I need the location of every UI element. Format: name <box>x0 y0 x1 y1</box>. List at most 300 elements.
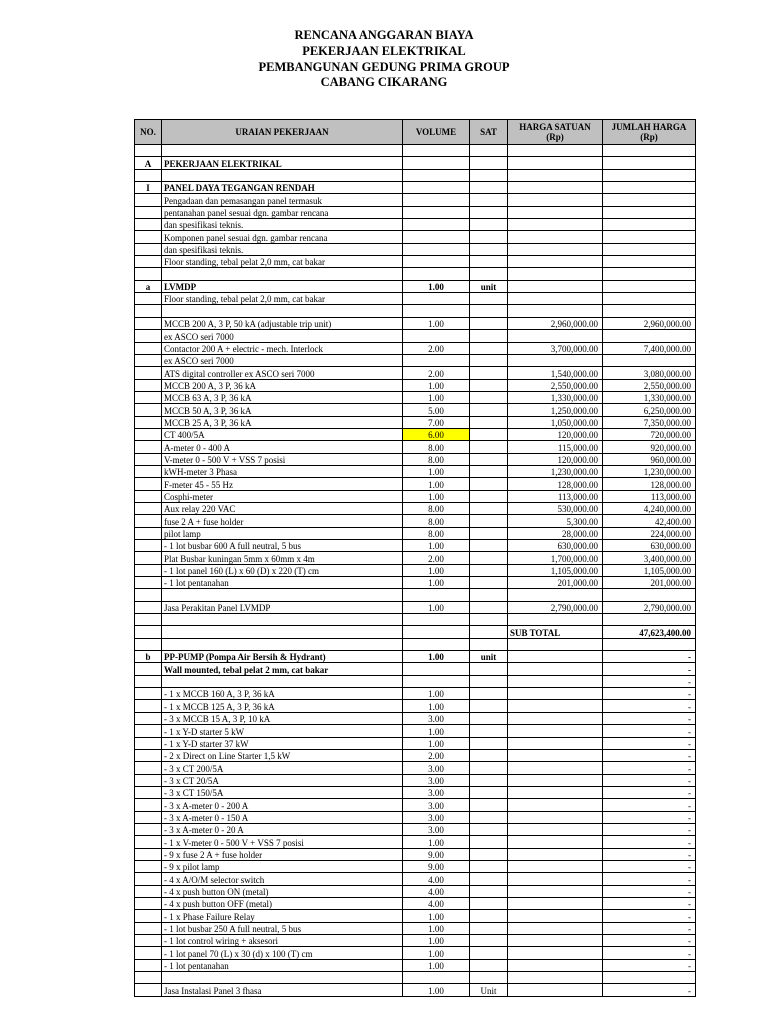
cell-description: - 4 x A/O/M selector switch <box>162 873 403 885</box>
cell-unit <box>470 848 508 860</box>
cell-total-price <box>603 206 696 218</box>
cell-unit <box>470 589 508 601</box>
table-row <box>135 367 696 379</box>
cell-no <box>135 922 162 934</box>
cell-unit <box>470 527 508 539</box>
cell-unit <box>470 182 508 194</box>
cell-description: - 1 x Phase Failure Relay <box>162 910 403 922</box>
cell-unit <box>470 552 508 564</box>
cell-unit-price: 1,540,000.00 <box>508 367 603 379</box>
budget-table <box>134 119 696 997</box>
cell-unit-price <box>508 860 603 872</box>
table-row <box>135 885 696 897</box>
cell-unit-price: 115,000.00 <box>508 441 603 453</box>
cell-total-price <box>603 219 696 231</box>
cell-volume: 8.00 <box>403 502 470 514</box>
cell-total-price <box>603 231 696 243</box>
cell-volume <box>403 305 470 317</box>
cell-total-price: 7,350,000.00 <box>603 416 696 428</box>
cell-volume: 1.00 <box>403 478 470 490</box>
cell-description: - 1 x MCCB 160 A, 3 P, 36 kA <box>162 688 403 700</box>
cell-total-price <box>603 157 696 169</box>
cell-unit-price: SUB TOTAL <box>508 626 603 638</box>
cell-volume: 3.00 <box>403 811 470 823</box>
cell-description <box>162 145 403 157</box>
cell-no <box>135 626 162 638</box>
cell-no <box>135 465 162 477</box>
cell-no <box>135 379 162 391</box>
cell-volume: 9.00 <box>403 860 470 872</box>
cell-unit-price <box>508 280 603 292</box>
table-row <box>135 860 696 872</box>
cell-unit <box>470 342 508 354</box>
cell-no <box>135 762 162 774</box>
cell-volume <box>403 675 470 687</box>
cell-unit <box>470 688 508 700</box>
table-row <box>135 614 696 626</box>
table-row <box>135 540 696 552</box>
cell-total-price <box>603 305 696 317</box>
cell-description: MCCB 200 A, 3 P, 36 kA <box>162 379 403 391</box>
table-row <box>135 663 696 675</box>
table-row <box>135 823 696 835</box>
cell-unit <box>470 157 508 169</box>
cell-no <box>135 601 162 613</box>
cell-volume: 1.00 <box>403 490 470 502</box>
cell-unit-price: 1,700,000.00 <box>508 552 603 564</box>
table-row <box>135 737 696 749</box>
table-row <box>135 725 696 737</box>
cell-description: PANEL DAYA TEGANGAN RENDAH <box>162 182 403 194</box>
cell-total-price: - <box>603 811 696 823</box>
table-row <box>135 490 696 502</box>
cell-total-price: - <box>603 823 696 835</box>
cell-unit <box>470 811 508 823</box>
cell-total-price: - <box>603 910 696 922</box>
cell-unit <box>470 354 508 366</box>
cell-volume: 7.00 <box>403 416 470 428</box>
cell-no <box>135 367 162 379</box>
cell-unit-price <box>508 885 603 897</box>
cell-total-price <box>603 638 696 650</box>
cell-description: - 9 x pilot lamp <box>162 860 403 872</box>
cell-unit <box>470 935 508 947</box>
cell-unit-price: 630,000.00 <box>508 540 603 552</box>
table-row <box>135 762 696 774</box>
cell-description: - 1 x Y-D starter 37 kW <box>162 737 403 749</box>
cell-unit <box>470 540 508 552</box>
cell-total-price: 4,240,000.00 <box>603 502 696 514</box>
cell-unit-price <box>508 786 603 798</box>
cell-no <box>135 342 162 354</box>
cell-no <box>135 959 162 971</box>
cell-unit <box>470 786 508 798</box>
table-row <box>135 675 696 687</box>
cell-description: Pengadaan dan pemasangan panel termasuk <box>162 194 403 206</box>
cell-no <box>135 614 162 626</box>
cell-unit-price <box>508 663 603 675</box>
cell-description <box>162 169 403 181</box>
table-row <box>135 712 696 724</box>
cell-description: A-meter 0 - 400 A <box>162 441 403 453</box>
cell-no <box>135 749 162 761</box>
cell-volume <box>403 972 470 984</box>
cell-volume: 3.00 <box>403 762 470 774</box>
cell-unit-price <box>508 762 603 774</box>
cell-volume: 1.00 <box>403 959 470 971</box>
cell-description: - 1 lot busbar 250 A full neutral, 5 bus <box>162 922 403 934</box>
cell-unit <box>470 725 508 737</box>
cell-total-price: - <box>603 897 696 909</box>
cell-unit <box>470 330 508 342</box>
cell-unit <box>470 305 508 317</box>
cell-volume: 3.00 <box>403 786 470 798</box>
cell-unit-price: 1,330,000.00 <box>508 391 603 403</box>
table-row <box>135 589 696 601</box>
cell-total-price <box>603 293 696 305</box>
cell-unit-price <box>508 836 603 848</box>
table-row <box>135 231 696 243</box>
table-row <box>135 972 696 984</box>
cell-unit <box>470 194 508 206</box>
cell-volume <box>403 169 470 181</box>
cell-unit-price <box>508 910 603 922</box>
cell-unit <box>470 379 508 391</box>
cell-volume: 1.00 <box>403 651 470 663</box>
table-row <box>135 404 696 416</box>
cell-volume: 1.00 <box>403 725 470 737</box>
cell-volume <box>403 157 470 169</box>
cell-volume: 8.00 <box>403 527 470 539</box>
cell-unit <box>470 404 508 416</box>
cell-description: Wall mounted, tebal pelat 2 mm, cat bakar <box>162 663 403 675</box>
table-row <box>135 293 696 305</box>
table-row <box>135 836 696 848</box>
cell-description: pentanahan panel sesuai dgn. gambar rencana <box>162 206 403 218</box>
cell-unit-price <box>508 182 603 194</box>
cell-total-price: - <box>603 651 696 663</box>
table-row <box>135 342 696 354</box>
cell-no <box>135 194 162 206</box>
cell-total-price: 960,000.00 <box>603 453 696 465</box>
cell-volume <box>403 231 470 243</box>
cell-no <box>135 638 162 650</box>
cell-description: kWH-meter 3 Phasa <box>162 465 403 477</box>
cell-description: - 3 x A-meter 0 - 150 A <box>162 811 403 823</box>
cell-no: a <box>135 280 162 292</box>
cell-total-price: 2,790,000.00 <box>603 601 696 613</box>
cell-volume: 1.00 <box>403 700 470 712</box>
cell-unit <box>470 490 508 502</box>
table-row <box>135 502 696 514</box>
cell-unit <box>470 860 508 872</box>
cell-unit-price <box>508 206 603 218</box>
cell-no <box>135 317 162 329</box>
cell-description: - 1 lot panel 160 (L) x 60 (D) x 220 (T) cm <box>162 564 403 576</box>
table-row <box>135 910 696 922</box>
cell-description: F-meter 45 - 55 Hz <box>162 478 403 490</box>
cell-description: - 3 x A-meter 0 - 200 A <box>162 799 403 811</box>
cell-unit <box>470 614 508 626</box>
table-row <box>135 873 696 885</box>
cell-unit-price <box>508 330 603 342</box>
cell-total-price: - <box>603 725 696 737</box>
cell-description <box>162 614 403 626</box>
cell-unit-price: 113,000.00 <box>508 490 603 502</box>
cell-no <box>135 811 162 823</box>
cell-unit: unit <box>470 280 508 292</box>
cell-total-price: 3,080,000.00 <box>603 367 696 379</box>
cell-total-price <box>603 330 696 342</box>
cell-volume: 9.00 <box>403 848 470 860</box>
table-header-row <box>135 120 696 145</box>
cell-unit-price: 2,550,000.00 <box>508 379 603 391</box>
cell-no <box>135 663 162 675</box>
cell-unit-price <box>508 145 603 157</box>
cell-total-price: 128,000.00 <box>603 478 696 490</box>
cell-volume <box>403 219 470 231</box>
cell-volume <box>403 268 470 280</box>
cell-unit <box>470 256 508 268</box>
cell-description: V-meter 0 - 500 V + VSS 7 posisi <box>162 453 403 465</box>
cell-unit <box>470 836 508 848</box>
cell-description: - 3 x CT 200/5A <box>162 762 403 774</box>
cell-unit-price: 1,050,000.00 <box>508 416 603 428</box>
cell-total-price <box>603 972 696 984</box>
cell-description: - 3 x CT 20/5A <box>162 774 403 786</box>
cell-no <box>135 935 162 947</box>
cell-description <box>162 972 403 984</box>
table-row <box>135 416 696 428</box>
cell-unit-price: 2,790,000.00 <box>508 601 603 613</box>
cell-description: - 9 x fuse 2 A + fuse holder <box>162 848 403 860</box>
cell-unit <box>470 169 508 181</box>
cell-volume: 3.00 <box>403 712 470 724</box>
table-row <box>135 897 696 909</box>
cell-total-price <box>603 354 696 366</box>
cell-description: dan spesifikasi teknis. <box>162 219 403 231</box>
cell-description: - 1 lot panel 70 (L) x 30 (d) x 100 (T) cm <box>162 947 403 959</box>
cell-no <box>135 984 162 996</box>
table-row <box>135 305 696 317</box>
cell-unit-price <box>508 897 603 909</box>
cell-description: Aux relay 220 VAC <box>162 502 403 514</box>
cell-unit-price <box>508 749 603 761</box>
cell-unit-price: 530,000.00 <box>508 502 603 514</box>
cell-unit-price <box>508 638 603 650</box>
cell-volume <box>403 638 470 650</box>
cell-no <box>135 873 162 885</box>
cell-volume <box>403 614 470 626</box>
cell-description: dan spesifikasi teknis. <box>162 243 403 255</box>
cell-volume: 1.00 <box>403 984 470 996</box>
column-header-total-price: JUMLAH HARGA (Rp) <box>603 120 696 145</box>
cell-volume <box>403 194 470 206</box>
cell-volume: 1.00 <box>403 577 470 589</box>
title-line-2: PEKERJAAN ELEKTRIKAL <box>302 43 466 58</box>
cell-unit-price <box>508 293 603 305</box>
cell-description: PP-PUMP (Pompa Air Bersih & Hydrant) <box>162 651 403 663</box>
table-row <box>135 391 696 403</box>
cell-no <box>135 860 162 872</box>
cell-unit <box>470 231 508 243</box>
cell-no <box>135 478 162 490</box>
cell-volume: 1.00 <box>403 836 470 848</box>
cell-unit-price <box>508 774 603 786</box>
cell-no <box>135 231 162 243</box>
table-row <box>135 379 696 391</box>
cell-total-price <box>603 243 696 255</box>
cell-volume: 1.00 <box>403 379 470 391</box>
cell-no <box>135 737 162 749</box>
cell-description: Cosphi-meter <box>162 490 403 502</box>
cell-no <box>135 589 162 601</box>
cell-description <box>162 626 403 638</box>
cell-unit <box>470 243 508 255</box>
cell-unit-price <box>508 737 603 749</box>
cell-no <box>135 972 162 984</box>
cell-no: A <box>135 157 162 169</box>
title-line-4: CABANG CIKARANG <box>320 75 448 90</box>
cell-description: - 1 lot pentanahan <box>162 959 403 971</box>
cell-volume: 1.00 <box>403 540 470 552</box>
cell-unit-price <box>508 589 603 601</box>
cell-no <box>135 836 162 848</box>
cell-no <box>135 799 162 811</box>
cell-volume: 4.00 <box>403 885 470 897</box>
cell-volume: 1.00 <box>403 465 470 477</box>
cell-unit <box>470 453 508 465</box>
cell-description: MCCB 50 A, 3 P, 36 kA <box>162 404 403 416</box>
cell-total-price: - <box>603 774 696 786</box>
cell-unit-price: 2,960,000.00 <box>508 317 603 329</box>
cell-no: b <box>135 651 162 663</box>
cell-no <box>135 552 162 564</box>
cell-description: MCCB 63 A, 3 P, 36 kA <box>162 391 403 403</box>
cell-unit-price: 1,105,000.00 <box>508 564 603 576</box>
table-row <box>135 799 696 811</box>
cell-no <box>135 700 162 712</box>
cell-no <box>135 823 162 835</box>
cell-unit <box>470 515 508 527</box>
table-row <box>135 638 696 650</box>
cell-no <box>135 527 162 539</box>
cell-total-price: 6,250,000.00 <box>603 404 696 416</box>
column-header-description: URAIAN PEKERJAAN <box>162 120 403 145</box>
cell-no <box>135 354 162 366</box>
cell-description: Contactor 200 A + electric - mech. Interlock <box>162 342 403 354</box>
cell-no <box>135 428 162 440</box>
cell-description: - 2 x Direct on Line Starter 1,5 kW <box>162 749 403 761</box>
cell-volume: 3.00 <box>403 799 470 811</box>
column-header-unit: SAT <box>470 120 508 145</box>
table-row <box>135 527 696 539</box>
cell-total-price <box>603 268 696 280</box>
cell-volume <box>403 589 470 601</box>
cell-total-price: 42,400.00 <box>603 515 696 527</box>
cell-description: ex ASCO seri 7000 <box>162 330 403 342</box>
cell-description <box>162 638 403 650</box>
cell-no <box>135 540 162 552</box>
table-row <box>135 145 696 157</box>
cell-unit-price <box>508 712 603 724</box>
cell-description: pilot lamp <box>162 527 403 539</box>
cell-no <box>135 268 162 280</box>
cell-unit-price <box>508 219 603 231</box>
cell-volume: 6.00 <box>403 428 470 440</box>
table-row <box>135 811 696 823</box>
cell-no <box>135 293 162 305</box>
cell-description: - 1 lot pentanahan <box>162 577 403 589</box>
cell-unit <box>470 367 508 379</box>
cell-unit-price: 1,230,000.00 <box>508 465 603 477</box>
cell-volume <box>403 206 470 218</box>
cell-no <box>135 256 162 268</box>
cell-total-price: 1,330,000.00 <box>603 391 696 403</box>
cell-unit: unit <box>470 651 508 663</box>
cell-no <box>135 712 162 724</box>
cell-unit <box>470 465 508 477</box>
cell-description: - 3 x A-meter 0 - 20 A <box>162 823 403 835</box>
cell-total-price <box>603 169 696 181</box>
cell-no <box>135 947 162 959</box>
cell-description <box>162 589 403 601</box>
cell-total-price <box>603 280 696 292</box>
cell-volume <box>403 330 470 342</box>
cell-volume: 1.00 <box>403 910 470 922</box>
table-row <box>135 922 696 934</box>
cell-description: - 4 x push button OFF (metal) <box>162 897 403 909</box>
cell-no <box>135 219 162 231</box>
cell-total-price: 1,230,000.00 <box>603 465 696 477</box>
cell-unit <box>470 897 508 909</box>
cell-volume <box>403 256 470 268</box>
cell-unit <box>470 663 508 675</box>
table-row <box>135 317 696 329</box>
cell-unit <box>470 675 508 687</box>
cell-total-price: 2,550,000.00 <box>603 379 696 391</box>
cell-unit-price <box>508 972 603 984</box>
cell-description: - 1 x V-meter 0 - 500 V + VSS 7 posisi <box>162 836 403 848</box>
cell-total-price: 2,960,000.00 <box>603 317 696 329</box>
cell-unit-price <box>508 614 603 626</box>
cell-description: Floor standing, tebal pelat 2,0 mm, cat bakar <box>162 293 403 305</box>
cell-total-price: 113,000.00 <box>603 490 696 502</box>
cell-unit-price <box>508 947 603 959</box>
cell-unit-price <box>508 922 603 934</box>
cell-unit-price: 28,000.00 <box>508 527 603 539</box>
cell-unit <box>470 268 508 280</box>
table-row <box>135 959 696 971</box>
cell-description: CT 400/5A <box>162 428 403 440</box>
cell-volume <box>403 354 470 366</box>
table-row <box>135 206 696 218</box>
cell-volume: 4.00 <box>403 873 470 885</box>
cell-description: ex ASCO seri 7000 <box>162 354 403 366</box>
cell-volume: 1.00 <box>403 935 470 947</box>
table-row <box>135 848 696 860</box>
cell-total-price: - <box>603 885 696 897</box>
cell-total-price: - <box>603 712 696 724</box>
cell-description: ATS digital controller ex ASCO seri 7000 <box>162 367 403 379</box>
cell-description: - 1 lot busbar 600 A full neutral, 5 bus <box>162 540 403 552</box>
cell-total-price: - <box>603 947 696 959</box>
cell-unit <box>470 712 508 724</box>
column-header-volume: VOLUME <box>403 120 470 145</box>
table-row <box>135 935 696 947</box>
title-line-3: PEMBANGUNAN GEDUNG PRIMA GROUP <box>258 59 510 74</box>
cell-volume <box>403 663 470 675</box>
